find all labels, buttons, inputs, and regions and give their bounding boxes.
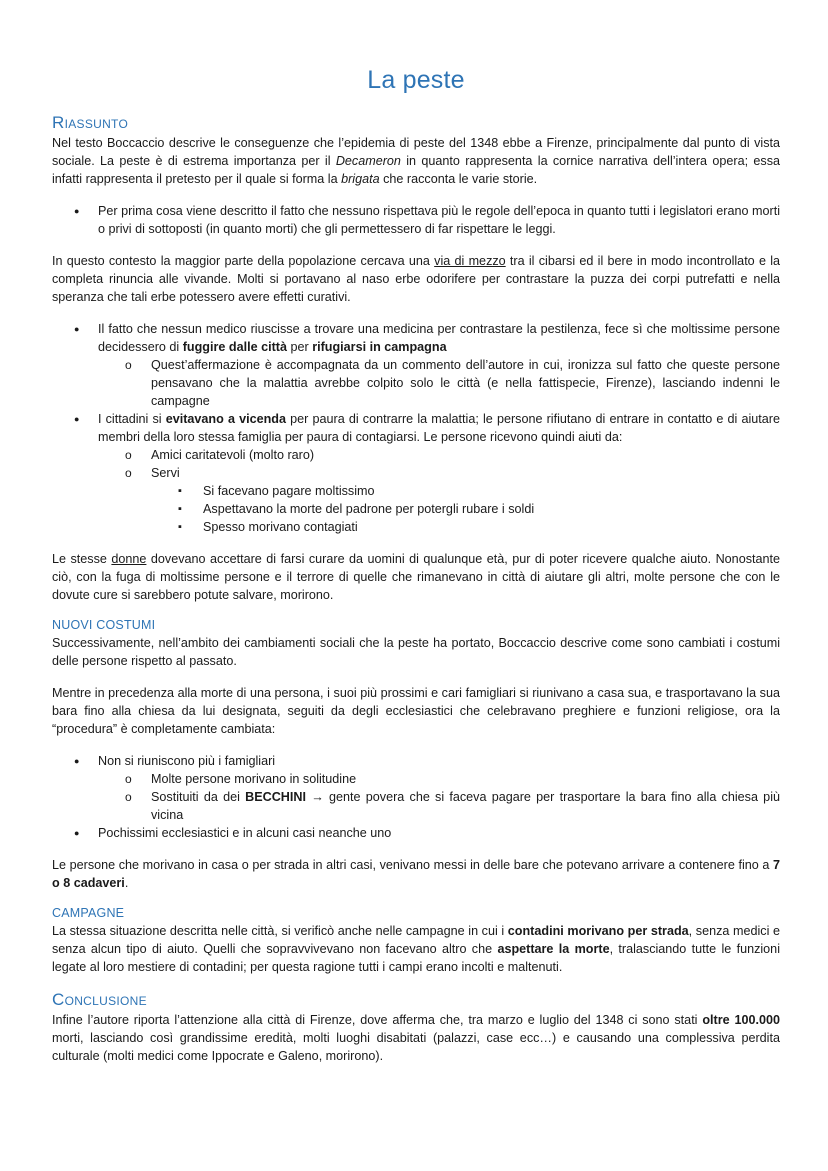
text-run: Le persone che morivano in casa o per strada in altri casi, venivano messi in delle bare che potevano arrivare a contenere fino a xyxy=(52,858,773,872)
text-run: Servi xyxy=(151,466,180,480)
underlined-text: via di mezzo xyxy=(434,254,506,268)
bullet-list xyxy=(52,320,780,536)
text-run: → gente povera che si faceva pagare per trasportare la bara fino alla chiesa più vicina xyxy=(151,790,780,822)
paragraph xyxy=(52,1011,780,1065)
sub-list xyxy=(98,446,780,536)
text-run: La stessa situazione descritta nelle città, si verificò anche nelle campagne in cui i xyxy=(52,924,508,938)
sub-list-item xyxy=(98,788,780,824)
page-title: La peste xyxy=(367,66,465,94)
italic-text: brigata xyxy=(341,172,380,186)
text-run: I cittadini si xyxy=(98,412,166,426)
bold-text: oltre 100.000 xyxy=(702,1013,780,1027)
text-run: In questo contesto la maggior parte della popolazione cercava una xyxy=(52,254,435,268)
sub-sub-list-item: ▪ Si facevano pagare moltissimo xyxy=(151,482,780,500)
bold-text: evitavano a vicenda xyxy=(165,412,287,426)
paragraph: Mentre in precedenza alla morte di una persona, i suoi più prossimi e cari famigliari si riunivano a casa sua, e trasportavano la sua bara fino alla chiesa da lui designata, seguiti da degli ecclesiastici che celebravano preghiere e funzioni religiose, ora la “procedura” è completamente cambiata: xyxy=(52,686,780,736)
underlined-text: donne xyxy=(111,552,147,566)
text-run: . xyxy=(124,876,129,890)
bold-text: aspettare la morte xyxy=(497,942,610,956)
bullet-list xyxy=(52,202,780,238)
bold-text: BECCHINI xyxy=(245,790,306,804)
paragraph xyxy=(52,856,780,892)
bold-text: 7 o 8 cadaveri xyxy=(52,858,780,890)
bold-text: fuggire dalle città xyxy=(182,340,287,354)
sub-list xyxy=(98,356,780,410)
paragraph xyxy=(52,550,780,604)
text-run: dovevano accettare di farsi curare da uomini di qualunque età, pur di poter ricevere qualche aiuto. Nonostante ciò, con la fuga di moltissime persone e il terrore di quelle che rimanevano in città di aiutare gli altri, molte persone che con le dovute cure si sarebbero potute salvare, morirono. xyxy=(52,552,781,602)
text-run: per xyxy=(287,340,313,354)
list-item: ● Pochissimi ecclesiastici e in alcuni casi neanche uno xyxy=(52,824,780,842)
sub-sub-list-item: ▪ Spesso morivano contagiati xyxy=(151,518,780,536)
bullet-list xyxy=(52,752,780,842)
text-run: Non si riuniscono più i famigliari xyxy=(98,754,276,768)
section-heading-riassunto: Riassunto xyxy=(52,113,129,132)
sub-list xyxy=(98,770,780,824)
italic-text: Decameron xyxy=(335,154,401,168)
paragraph xyxy=(52,134,780,188)
sub-list-item xyxy=(98,464,780,536)
section-heading-conclusione: Conclusione xyxy=(52,990,147,1009)
text-run: Sostituiti da dei xyxy=(151,790,246,804)
text-run: Infine l’autore riporta l’attenzione alla città di Firenze, dove afferma che, tra marzo e luglio del 1348 ci sono stati xyxy=(52,1013,703,1027)
text-run: , tralasciando tutte le funzioni legate al loro mestiere di contadini; per questa ragione tutti i campi erano incolti e maltenuti. xyxy=(52,942,780,974)
text-run: in quanto rappresenta la cornice narrativa dell’intera opera; essa infatti rappresenta il pretesto per il quale si forma la xyxy=(52,154,780,186)
subsection-heading-campagne: CAMPAGNE xyxy=(52,906,125,920)
bold-text: rifugiarsi in campagna xyxy=(312,340,447,354)
sub-sub-list-item: ▪ Aspettavano la morte del padrone per potergli rubare i soldi xyxy=(151,500,780,518)
paragraph xyxy=(52,252,780,306)
sub-list-item: o Amici caritatevoli (molto raro) xyxy=(98,446,780,464)
text-run: Il fatto che nessun medico riuscisse a trovare una medicina per contrastare la pestilenza, fece sì che moltissime persone decidessero di xyxy=(98,322,780,354)
subsection-heading-nuovi-costumi: NUOVI COSTUMI xyxy=(52,618,156,632)
text-run: che racconta le varie storie. xyxy=(379,172,538,186)
text-run: tra il cibarsi ed il bere in modo incontrollato e la completa rinuncia alle vivande. Molti si portavano al naso erbe odorifere per contrastare la puzza dei corpi putrefatti e nella speranza che tali erbe potessero avere effetti curativi. xyxy=(52,254,781,304)
list-item xyxy=(52,410,780,536)
text-run: per paura di contrarre la malattia; le persone rifiutano di entrare in contatto e di aiutare membri della loro stessa famiglia per paura di contagiarsi. Le persone ricevono quindi aiuti da: xyxy=(98,412,780,444)
sub-sub-list xyxy=(151,482,780,536)
text-run: morti, lasciando così grandissime eredità, molti luoghi disabitati (palazzi, case ecc…) e causando una complessiva perdita culturale (molti medici come Ippocrate e Galeno, morirono). xyxy=(52,1031,780,1063)
list-item xyxy=(52,752,780,824)
list-item: ● Per prima cosa viene descritto il fatto che nessuno rispettava più le regole dell’epoca in quanto tutti i legislatori erano morti o privi di sottoposti (in quanto morti) che gli permettessero di far rispettare le leggi. xyxy=(52,202,780,238)
text-run: , senza medici e senza alcun tipo di aiuto. Quelli che sopravvivevano non facevano altro che xyxy=(52,924,780,956)
text-run: Nel testo Boccaccio descrive le conseguenze che l’epidemia di peste del 1348 ebbe a Firenze, principalmente dal punto di vista sociale. La peste è di estrema importanza per il xyxy=(52,136,780,168)
bold-text: contadini morivano per strada xyxy=(507,924,689,938)
sub-list-item: o Molte persone morivano in solitudine xyxy=(98,770,780,788)
paragraph: Successivamente, nell’ambito dei cambiamenti sociali che la peste ha portato, Boccaccio descrive come sono cambiati i costumi delle persone rispetto al passato. xyxy=(52,636,780,668)
paragraph xyxy=(52,922,780,976)
document-page xyxy=(52,66,780,1079)
text-run: Le stesse xyxy=(52,552,112,566)
list-item xyxy=(52,320,780,410)
sub-list-item: o Quest’affermazione è accompagnata da un commento dell’autore in cui, ironizza sul fatto che queste persone pensavano che la malattia avrebbe colpito solo le città (e nella fattispecie, Firenze), lasciando indenni le campagne xyxy=(98,356,780,410)
